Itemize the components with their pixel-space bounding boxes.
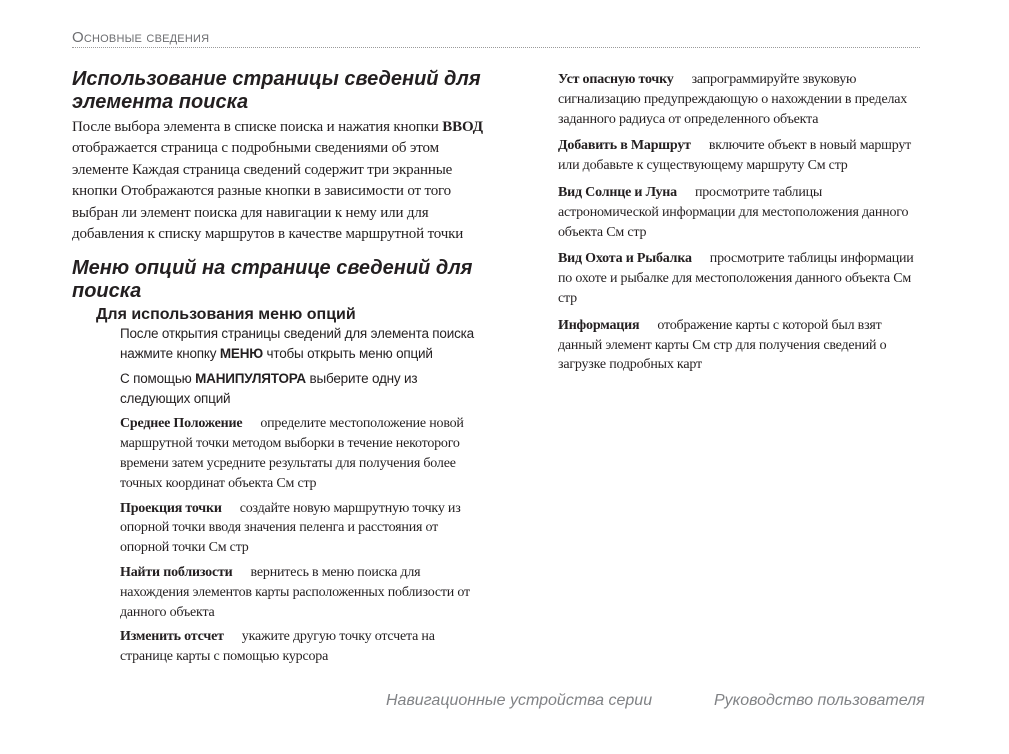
- heading-search-details-page: Использование страницы сведений для элемента поиска: [72, 68, 481, 113]
- procedure-steps: [120, 324, 485, 667]
- step-open-menu: После открытия страницы сведений для элемента поиска нажмите кнопку МЕНЮ чтобы открыть меню опций: [120, 326, 474, 362]
- heading-options-menu: Меню опций на странице сведений для поиска: [72, 257, 473, 303]
- option-term: Изменить отсчет: [120, 629, 224, 645]
- enter-key-label: ВВОД: [442, 119, 483, 135]
- option-description: просмотрите таблицы информации по охоте и рыбалке для местоположения данного объекта См стр: [558, 251, 914, 306]
- procedure-subheading: Для использования меню опций: [96, 306, 356, 324]
- option-set-proximity: [558, 70, 923, 129]
- option-description: отображение карты с которой был взят данный элемент карты См стр для получения сведений о загрузке подробных карт: [558, 317, 887, 373]
- option-hunt-and-fish: [558, 249, 923, 308]
- option-term: Вид Солнце и Луна: [558, 184, 677, 200]
- intro-paragraph: После выбора элемента в списке поиска и нажатия кнопки ВВОД отображается страница с подробными сведениями об этом элементе Каждая страница сведений содержит три экранные кнопки Отображаются разные кнопки в зависимости от того выбран ли элемент поиска для навигации к нему или для добавления к списку маршрутов в качестве маршрутной точки: [72, 119, 483, 243]
- footer-device-name: Навигационные устройства серии: [386, 692, 653, 709]
- option-add-to-route: [558, 136, 923, 176]
- option-average-position: [120, 414, 485, 493]
- option-term: Уст опасную точку: [558, 72, 674, 87]
- option-description: просмотрите таблицы астрономической информации для местоположения данного объекта См стр: [558, 184, 909, 240]
- section-title: Основные сведения: [72, 29, 210, 46]
- option-term: Проекция точки: [120, 500, 222, 516]
- option-description: определите местоположение новой маршрутной точки методом выборки в течение некоторого времени затем усредните результаты для получения более точных координат объекта См стр: [120, 416, 464, 491]
- option-information: [558, 316, 923, 375]
- option-description: создайте новую маршрутную точку из опорной точки вводя значения пеленга и расстояния от опорной точки См стр: [120, 500, 461, 556]
- option-description: включите объект в новый маршрут или добавьте к существующему маршруту См стр: [558, 138, 912, 174]
- option-term: Найти поблизости: [120, 565, 233, 581]
- menu-key-label: МЕНЮ: [219, 346, 263, 362]
- option-change-reference: [120, 627, 485, 667]
- option-term: Информация: [558, 317, 640, 333]
- left-column: [72, 68, 487, 672]
- option-description: вернитесь в меню поиска для нахождения элементов карты расположенных поблизости от данного объекта: [120, 565, 470, 620]
- option-term: Вид Охота и Рыбалка: [558, 251, 692, 267]
- running-header: [72, 30, 920, 48]
- right-column: [558, 70, 923, 382]
- option-term: Среднее Положение: [120, 416, 243, 432]
- option-find-near: [120, 563, 485, 622]
- option-sun-and-moon: [558, 183, 923, 242]
- option-description: укажите другую точку отсчета на странице карты с помощью курсора: [120, 629, 435, 665]
- rocker-key-label: МАНИПУЛЯТОРА: [195, 371, 306, 387]
- option-project-waypoint: [120, 499, 485, 558]
- option-term: Добавить в Маршрут: [558, 138, 691, 154]
- option-description: запрограммируйте звуковую сигнализацию предупреждающую о нахождении в пределах заданного радиуса от определенного объекта: [558, 72, 908, 127]
- footer-manual-title: Руководство пользователя: [714, 692, 925, 709]
- step-select-option: С помощью МАНИПУЛЯТОРА выберите одну из следующих опций: [120, 371, 418, 407]
